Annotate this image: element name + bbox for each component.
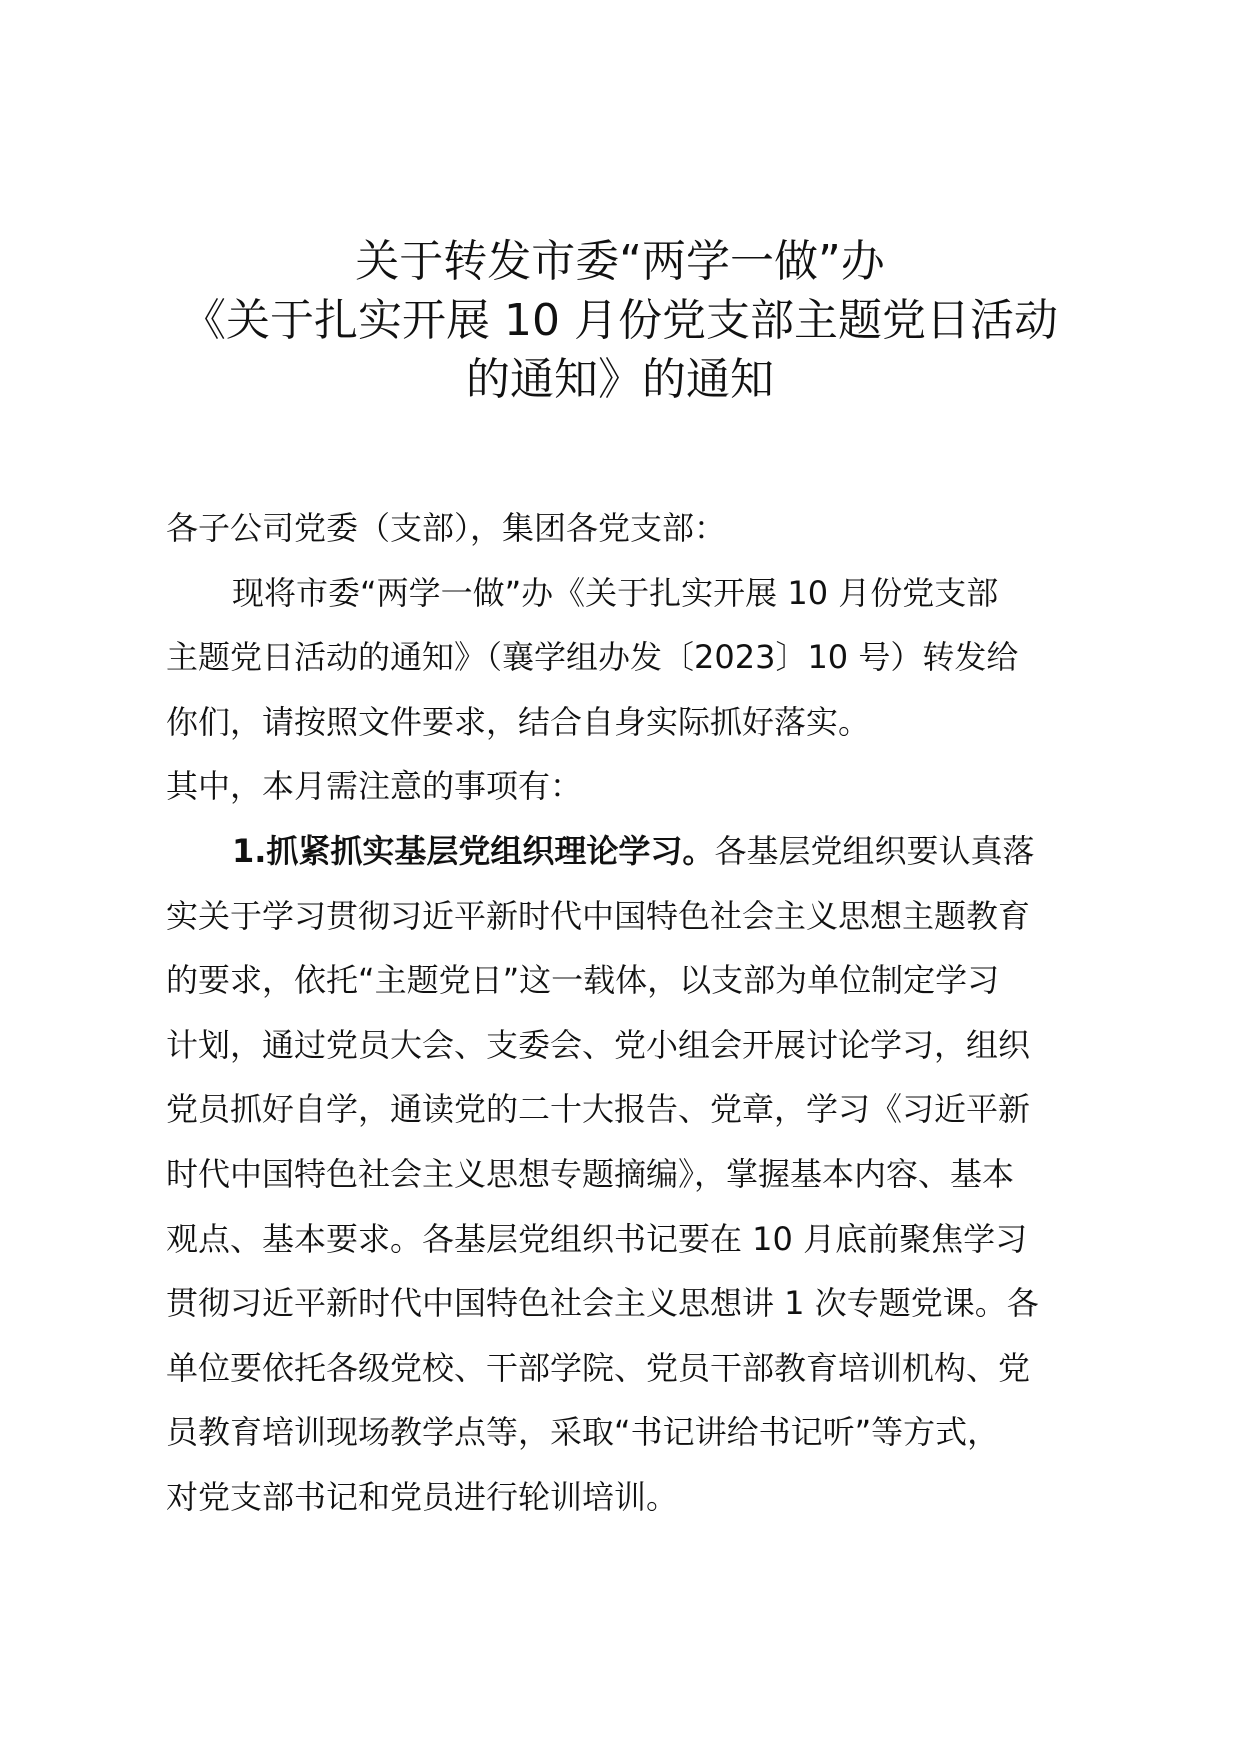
title-line-2: 《关于扎实开展 10 月份党支部主题党日活动 (182, 295, 1058, 346)
item1-line: 实关于学习贯彻习近平新时代中国特色社会主义思想主题教育 (166, 896, 1031, 935)
item1-line: 党员抓好自学，通读党的二十大报告、党章，学习《习近平新 (166, 1090, 1031, 1129)
item1-heading: 1.抓紧抓实基层党组织理论学习。 (232, 831, 715, 870)
title-line-3: 的通知》的通知 (466, 354, 774, 405)
item1-line: 单位要依托各级党校、干部学院、党员干部教育培训机构、党 (166, 1348, 1031, 1387)
item1-line: 的要求，依托“主题党日”这一载体，以支部为单位制定学习 (166, 961, 1000, 1000)
notice-line: 其中，本月需注意的事项有： (166, 767, 583, 806)
item1-first-line-rest: 各基层党组织要认真落 (714, 831, 1035, 870)
intro-line-2: 主题党日活动的通知》（襄学组办发〔2023〕10 号）转发给 (166, 638, 1019, 677)
intro-line-3: 你们，请按照文件要求，结合自身实际抓好落实。 (166, 702, 871, 741)
salutation: 各子公司党委（支部），集团各党支部： (166, 509, 727, 547)
item1-line: 对党支部书记和党员进行轮训培训。 (166, 1477, 679, 1516)
item1-first-line (166, 819, 1076, 884)
item1-line: 观点、基本要求。各基层党组织书记要在 10 月底前聚焦学习 (166, 1219, 1028, 1258)
item1-line: 时代中国特色社会主义思想专题摘编》，掌握基本内容、基本 (166, 1154, 1015, 1193)
document-title (0, 232, 1240, 409)
item1-line: 贯彻习近平新时代中国特色社会主义思想讲 1 次专题党课。各 (166, 1284, 1039, 1323)
title-line-1: 关于转发市委“两学一做”办 (355, 236, 885, 287)
item1-line: 员教育培训现场教学点等，采取“书记讲给书记听”等方式， (166, 1413, 1000, 1452)
item1-line: 计划，通过党员大会、支委会、党小组会开展讨论学习，组织 (166, 1025, 1031, 1064)
intro-line-1: 现将市委“两学一做”办《关于扎实开展 10 月份党支部 (232, 573, 999, 612)
document-body (166, 496, 1076, 1530)
